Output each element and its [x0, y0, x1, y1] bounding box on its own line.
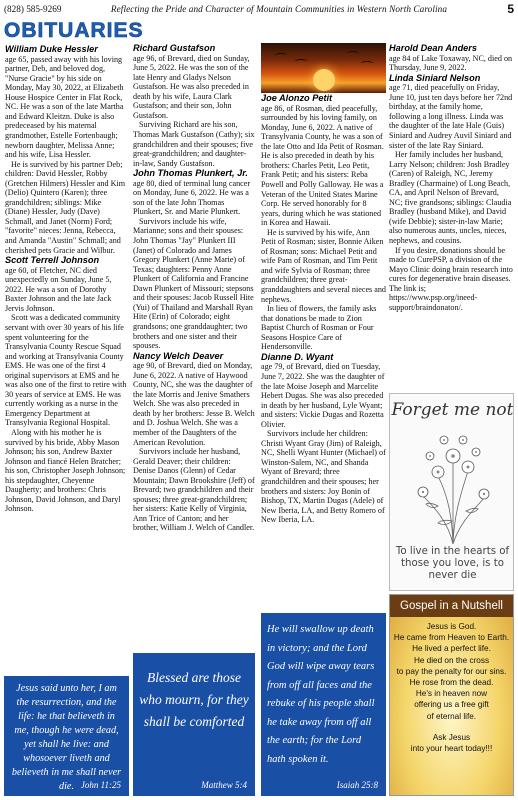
gospel-line: He lived a perfect life.	[412, 644, 491, 654]
obituary-name: John Thomas Plunkert, Jr.	[133, 168, 248, 179]
obituary-name: Linda Siniard Nelson	[389, 72, 481, 83]
obituary-column-3	[261, 93, 386, 613]
gospel-title: Gospel in a Nutshell	[390, 595, 513, 617]
page-header	[4, 2, 514, 16]
sun-icon	[313, 69, 335, 91]
obituary-paragraph: age 60, of Fletcher, NC died unexpectedly on Sunday, June 5, 2022. He was a son of Dorothy Baxter Johnson and the late Jack Jervis Johnson.	[5, 265, 112, 313]
verse-text: Jesus said unto her, I am the resurrection, and the life: he that believeth in me, though he were dead, yet shall he live: and whosoever liveth and believeth in me shall never die.	[11, 683, 122, 792]
obituary-paragraph: He is survived by his partner Deb; children: David Hessler, Robby (Gretchen Hilmers) Hessler and Kim (Delio) Quintero (Karen); three grandchildren; siblings: Mike (Diane) Hessler, Judy (Dave) Schmall, and Janet (Norm) Ford; "favorite" nieces: Jenna, Rebecca, and Amanda "Austin" Schmall; and cherished pets Gracie and Wilbur.	[5, 159, 126, 255]
verse-box-isaiah	[261, 613, 386, 796]
flower-bouquet-icon	[408, 426, 498, 546]
verse-text: Blessed are those who mourn, for they shall be comforted	[139, 670, 249, 729]
gospel-body	[390, 617, 513, 754]
gospel-line: of eternal life.	[426, 711, 477, 721]
bird-icon	[347, 51, 359, 56]
gospel-closing-line: into your heart today!!!	[410, 744, 493, 754]
gospel-line: to pay the penalty for our sins.	[396, 666, 507, 676]
gospel-line: offering us a free gift	[414, 700, 489, 710]
obituary-paragraph: age 84 of Lake Toxaway, NC, died on Thursday, June 9, 2022.	[389, 53, 513, 73]
obituary-paragraph: Scott was a dedicated community servant with over 30 years of his life spent volunteering for the Transylvania County Rescue Squad and working at Transylvania County EMS. He was one of the first 4 original supervisors at EMS and he was also one of the first to retire with 30 years of service at EMS. He was currently working as a nurse in the Emergency Department at Transylvania Regional Hospital.	[5, 313, 127, 428]
gospel-line: He came from Heaven to Earth.	[393, 633, 510, 643]
obituary-paragraph: Survivors include her husband, Gerald Deaver; their children: Denise Danos (Glenn) of Cedar Mountain; Dawn Brookshire (Jeff) of Brevard; two grandchildren and their spouses; three great-grandchildren; her sisters: Katie Kelly of Virginia, Ann Trice of Canton; and her brother, William J. Welch of Candler.	[133, 447, 255, 533]
obituary-column-4	[389, 43, 514, 393]
obituary-paragraph: He is survived by his wife, Ann Petit of Rosman; sister, Bonnie Aiken of Rosman; sons: Michael Petit and wife Pam of Rosman, and Tim Petit and wife Sylvia of Rosman; three grandchildren; three great-granddaughters and several nieces and nephews.	[261, 227, 386, 304]
obituary-paragraph: age 90, of Brevard, died on Monday, June 6, 2022. A native of Haywood County, NC, she was the daughter of the late Morris and Jenive Smathers Welch. She was also preceded in death by her brothers: Jesse B. Welch and D. Joshua Welch. She was a member of the Daughters of the American Revolution.	[133, 361, 255, 447]
obituary-paragraph: In lieu of flowers, the family asks that donations be made to Zion Baptist Church of Rosman or Four Seasons Hospice Care of Hendersonville.	[261, 304, 377, 352]
obituary-column-1	[5, 44, 127, 676]
obituary-column-2	[133, 43, 255, 653]
newspaper-tagline: Reflecting the Pride and Character of Mountain Communities in Western North Carolina	[110, 4, 448, 14]
obituary-name: Dianne D. Wyant	[261, 351, 334, 362]
gospel-closing-line: Ask Jesus	[432, 732, 471, 742]
obituary-paragraph: age 80, died of terminal lung cancer on Monday, June 6, 2022. He was a son of the late John Thomas Plunkert, Sr. and Marie Plunkert.	[133, 178, 251, 217]
obituary-paragraph: If you desire, donations should be made to CurePSP, a division of the Mayo Clinic doing brain research into cures for degenerative brain diseases. The link is; https://www.psp.org/ineed-support/braindonaton/.	[389, 245, 513, 312]
verse-reference: John 11:25	[80, 780, 121, 790]
verse-box-matthew	[133, 653, 255, 796]
obituary-paragraph: age 65, passed away with his loving partner, Deb, and beloved dog, "Nurse Gracie" by his side on Monday, May 30, 2022, at Elizabeth House Hospice Center in Flat Rock, NC. He was a son of the late Martha and Edward Kleitzn. Duke is also predeceased by his maternal grandmother, Estelle Fortenbaugh; newborn daughter, Melissa Anne; and his wife, Lisa Hessler.	[5, 54, 124, 160]
bird-icon	[275, 53, 287, 58]
obituary-name: Nancy Welch Deaver	[133, 350, 224, 361]
obituary-paragraph: Survivors include his wife, Marianne; sons and their spouses: John Thomas "Jay" Plunkert III (Janet) of Colorado and James Gregory Plunkert (Anne Marie) of Texas; daughters: Penny Anne Plunkert of California and Francine Dawn Plunkert of Missouri; stepsons and their spouses: Jacob Russell Hite (Yui) of Thailand and Marshall Ryan Hite (Erin) of Colorado; eight grandsons; one granddaughter; two brothers and one sister and their spouses.	[133, 216, 254, 351]
bird-icon	[361, 61, 373, 66]
obituary-paragraph: Along with his mother he is survived by his bride, Abby Mason Johnson; his son, Andrew Baxter Johnson and fiancé Helen Bratcher; his son, Christopher Joseph Johnson; his stepdaughter, Cheyenne Daugherty; and brothers: Chris Johnson, David Johnson, and Daryl Johnson.	[5, 427, 126, 514]
verse-reference: Matthew 5:4	[201, 780, 247, 790]
page-number: 5	[507, 2, 514, 16]
gospel-spacer	[390, 722, 513, 732]
obituary-name: William Duke Hessler	[5, 44, 98, 54]
phone-number: (828) 585-9269	[4, 4, 62, 14]
gospel-box	[389, 594, 514, 796]
gospel-line: He rose from the dead.	[409, 678, 494, 688]
gospel-line: He died on the cross	[413, 655, 490, 665]
obituary-name: Richard Gustafson	[133, 43, 216, 53]
obituary-paragraph: Survivors include her children: Christi Wyant Gray (Jim) of Raleigh, NC, Shelli Wyant Hunter (Michael) of Winston-Salem, NC, and Shanda Wyant of Brevard; three grandchildren and their spouses; her brothers and sisters: Joy Bonin of Bishop, TX, Martin Dugas (Adele) of New Iberia, LA, and Betty Romero of New Iberia, LA.	[261, 429, 386, 525]
verse-text: He will swallow up death in victory; and the Lord God will wipe away tears from off all faces and the rebuke of his people shall he take away from off all the earth; for the Lord hath spoken it.	[267, 624, 375, 765]
obituary-name: Scott Terrell Johnson	[5, 255, 100, 266]
gospel-line: Jesus is God.	[426, 622, 477, 631]
verse-box-john	[4, 676, 129, 796]
obituary-paragraph: age 71, died peacefully on Friday, June 10, just ten days before her 72nd birthday, at the family home, following a long illness. Linda was the daughter of the late Hale (Guis) Siniard and Audrey Auvil Siniard and sister of the late Ray Siniard.	[389, 83, 513, 150]
verse-reference: Isaiah 25:8	[336, 780, 378, 790]
obituary-paragraph: age 79, of Brevard, died on Tuesday, June 7, 2022. She was the daughter of the late Moise Joseph and Marcelite Hebert Dugas. She was also preceded in death by her husband, Lyle Wyant; and sisters: Vickie Dugas and Rozetta Olivier.	[261, 362, 385, 429]
sunset-image	[261, 43, 386, 93]
obituary-name: Joe Alonzo Petit	[261, 93, 333, 103]
forget-me-not-title: Forget me not	[391, 400, 514, 420]
obituary-paragraph: Surviving Richard are his son, Thomas Mark Gustafson (Cathy); six grandchildren and their spouses; five great-grandchildren; and daughter-in-law, Sandy Gustafson.	[133, 120, 255, 168]
forget-me-not-text: To live in the hearts of those you love, is to never die	[395, 546, 510, 581]
obituary-paragraph: age 86, of Rosman, died peacefully, surrounded by his loving family, on Monday, June 6, 2022. A native of Transylvania County, he was a son of the late Otto and Ida Petit of Rosman. He is also preceded in death by his brothers: Charles Petit, Leo Petit, Frank Petit; and his sisters: Reba Powell and Polly Galloway. He was a Veteran of the United States Marine Corp. He served honorably for 8 years, during which he was stationed in Korea and Hawaii.	[261, 103, 384, 228]
obituary-name: Harold Dean Anders	[389, 43, 477, 53]
gospel-line: He's in heaven now	[415, 689, 488, 699]
obituary-paragraph: Her family includes her husband, Larry Nelson; children: Josh Bradley (Caren) of Raleigh, NC, Jeremy Bradley (Charmaine) of Long Beach, CA, and April Nelson of Brevard, NC; five grandsons; siblings: Claudia Bradley (husband Mike), and David (wife Debbie); sister-in-law Marie; also numerous aunts, uncles, nieces, nephews, and cousins.	[389, 150, 512, 246]
bird-icon	[295, 59, 307, 64]
obituary-paragraph: age 96, of Brevard, died on Sunday, June 5, 2022. He was the son of the late Henry and Gladys Nelson Gustafson. He was also preceded in death by his wife, Laura Clark Gustafson; and their son, John Gustafson.	[133, 53, 250, 120]
section-title: OBITUARIES	[4, 19, 144, 42]
forget-me-not-card	[389, 393, 514, 591]
